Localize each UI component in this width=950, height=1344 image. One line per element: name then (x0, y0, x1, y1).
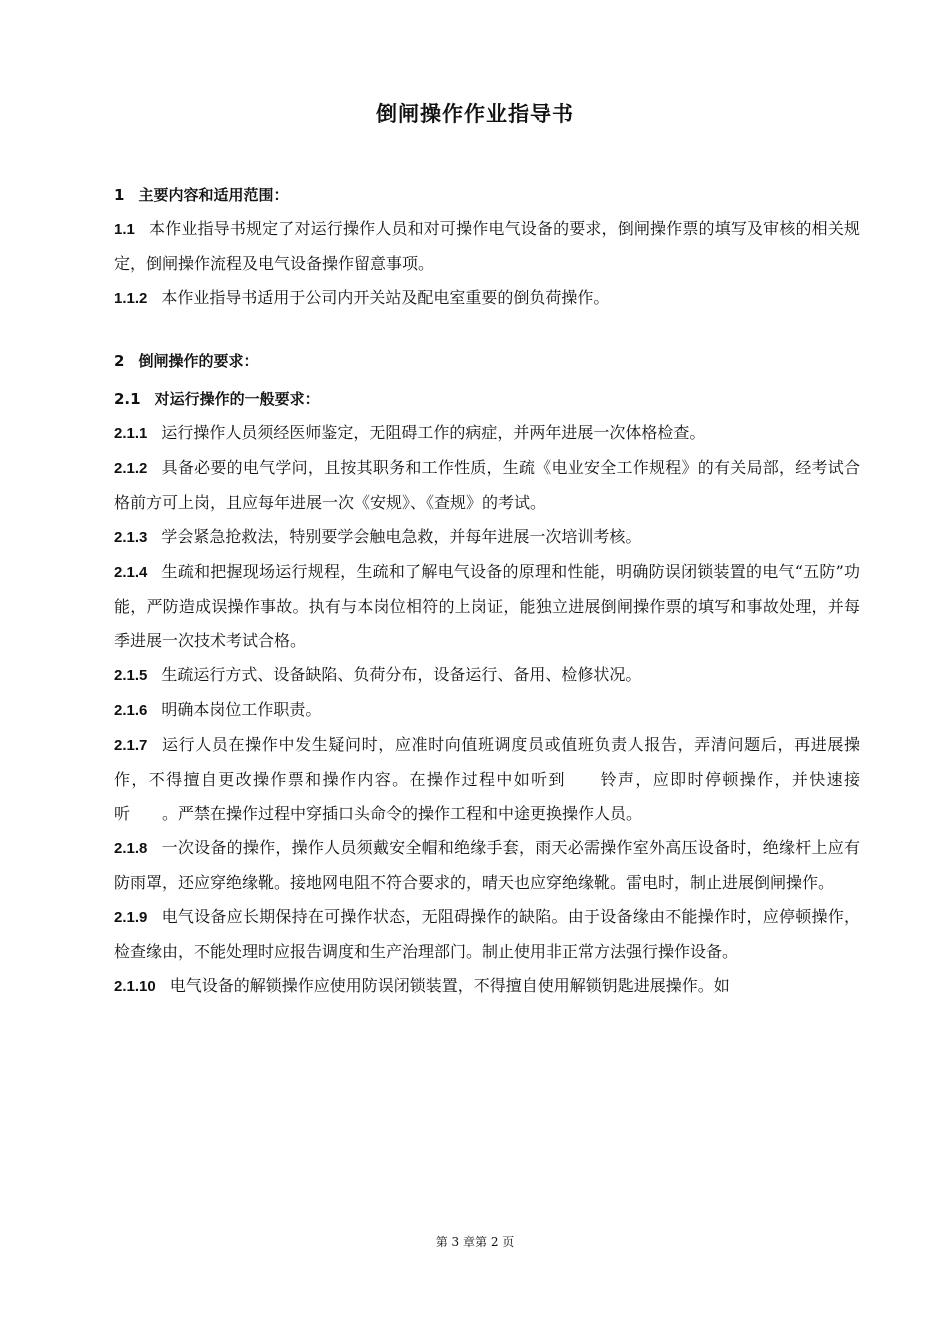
paragraph (114, 281, 860, 316)
paragraph (114, 212, 860, 281)
section-number: 1 (114, 186, 125, 204)
paragraph-text: 本作业指导书规定了对运行操作人员和对可操作电气设备的要求，倒闸操作票的填写及审核的相关规定，倒闸操作流程及电气设备操作留意事项。 (114, 219, 860, 273)
paragraph-number: 1.1.2 (114, 290, 148, 307)
section-heading (114, 178, 860, 212)
paragraph-number: 2.1.10 (114, 978, 156, 995)
paragraph-text: 电气设备应长期保持在可操作状态，无阻碍操作的缺陷。由于设备缘由不能操作时，应停顿操作，检查缘由，不能处理时应报告调度和生产治理部门。制止使用非正常方法强行操作设备。 (114, 907, 860, 961)
paragraph-number: 2.1.5 (114, 667, 148, 684)
paragraph (114, 693, 860, 728)
section-heading-text: 主要内容和适用范围： (138, 186, 289, 204)
paragraph-text: 本作业指导书适用于公司内开关站及配电室重要的倒负荷操作。 (161, 288, 610, 307)
section-heading (114, 344, 860, 378)
paragraph-text: 明确本岗位工作职责。 (161, 700, 322, 719)
section-heading-text: 倒闸操作的要求： (138, 352, 259, 370)
paragraph (114, 658, 860, 693)
paragraph-number: 2.1.2 (114, 460, 148, 477)
paragraph (114, 451, 860, 520)
paragraph (114, 728, 860, 831)
paragraph-text: 生疏运行方式、设备缺陷、负荷分布，设备运行、备用、检修状况。 (161, 665, 642, 684)
paragraph-number: 2.1.4 (114, 564, 148, 581)
subsection-heading (114, 382, 860, 416)
subsection-heading-text: 对运行操作的一般要求： (154, 390, 320, 408)
paragraph-number: 1.1 (114, 221, 135, 238)
paragraph (114, 900, 860, 969)
paragraph (114, 520, 860, 555)
paragraph-number: 2.1.3 (114, 529, 148, 546)
paragraph-number: 2.1.1 (114, 425, 148, 442)
section-gap (114, 316, 860, 344)
subsection-number: 2.1 (114, 390, 141, 408)
paragraph-text: 运行操作人员须经医师鉴定，无阻碍工作的病症，并两年进展一次体格检查。 (161, 423, 706, 442)
paragraph-text: 一次设备的操作，操作人员须戴安全帽和绝缘手套，雨天必需操作室外高压设备时，绝缘杆上应有防雨罩，还应穿绝缘靴。接地网电阻不符合要求的，晴天也应穿绝缘靴。雷电时，制止进展倒闸操作。 (114, 838, 860, 892)
page-footer: 第 3 章第 2 页 (435, 1235, 515, 1249)
paragraph-text: 生疏和把握现场运行规程，生疏和了解电气设备的原理和性能，明确防误闭锁装置的电气“五防”功能，严防造成误操作事故。执有与本岗位相符的上岗证，能独立进展倒闸操作票的填写和事故处理，并每季进展一次技术考试合格。 (114, 562, 860, 650)
paragraph-number: 2.1.8 (114, 840, 148, 857)
paragraph-number: 2.1.6 (114, 702, 148, 719)
paragraph-text: 运行人员在操作中发生疑问时，应准时向值班调度员或值班负责人报告，弄清问题后，再进展操作，不得擅自更改操作票和操作内容。在操作过程中如听到 铃声，应即时停顿操作，并快速接听 。严禁在操作过程中穿插口头命令的操作工程和中途更换操作人员。 (114, 735, 860, 823)
paragraph (114, 555, 860, 658)
paragraph-text: 具备必要的电气学问，且按其职务和工作性质，生疏《电业安全工作规程》的有关局部，经考试合格前方可上岗，且应每年进展一次《安规》、《查规》的考试。 (114, 458, 860, 512)
document-body (114, 178, 860, 1004)
document-title: 倒闸操作作业指导书 (376, 102, 574, 126)
paragraph-text: 电气设备的解锁操作应使用防误闭锁装置，不得擅自使用解锁钥匙进展操作。如 (169, 976, 730, 995)
paragraph (114, 831, 860, 900)
paragraph (114, 969, 860, 1004)
paragraph-text: 学会紧急抢救法，特别要学会触电急救，并每年进展一次培训考核。 (161, 527, 642, 546)
paragraph-number: 2.1.7 (114, 737, 148, 754)
paragraph (114, 416, 860, 451)
paragraph-number: 2.1.9 (114, 909, 148, 926)
section-number: 2 (114, 352, 125, 370)
